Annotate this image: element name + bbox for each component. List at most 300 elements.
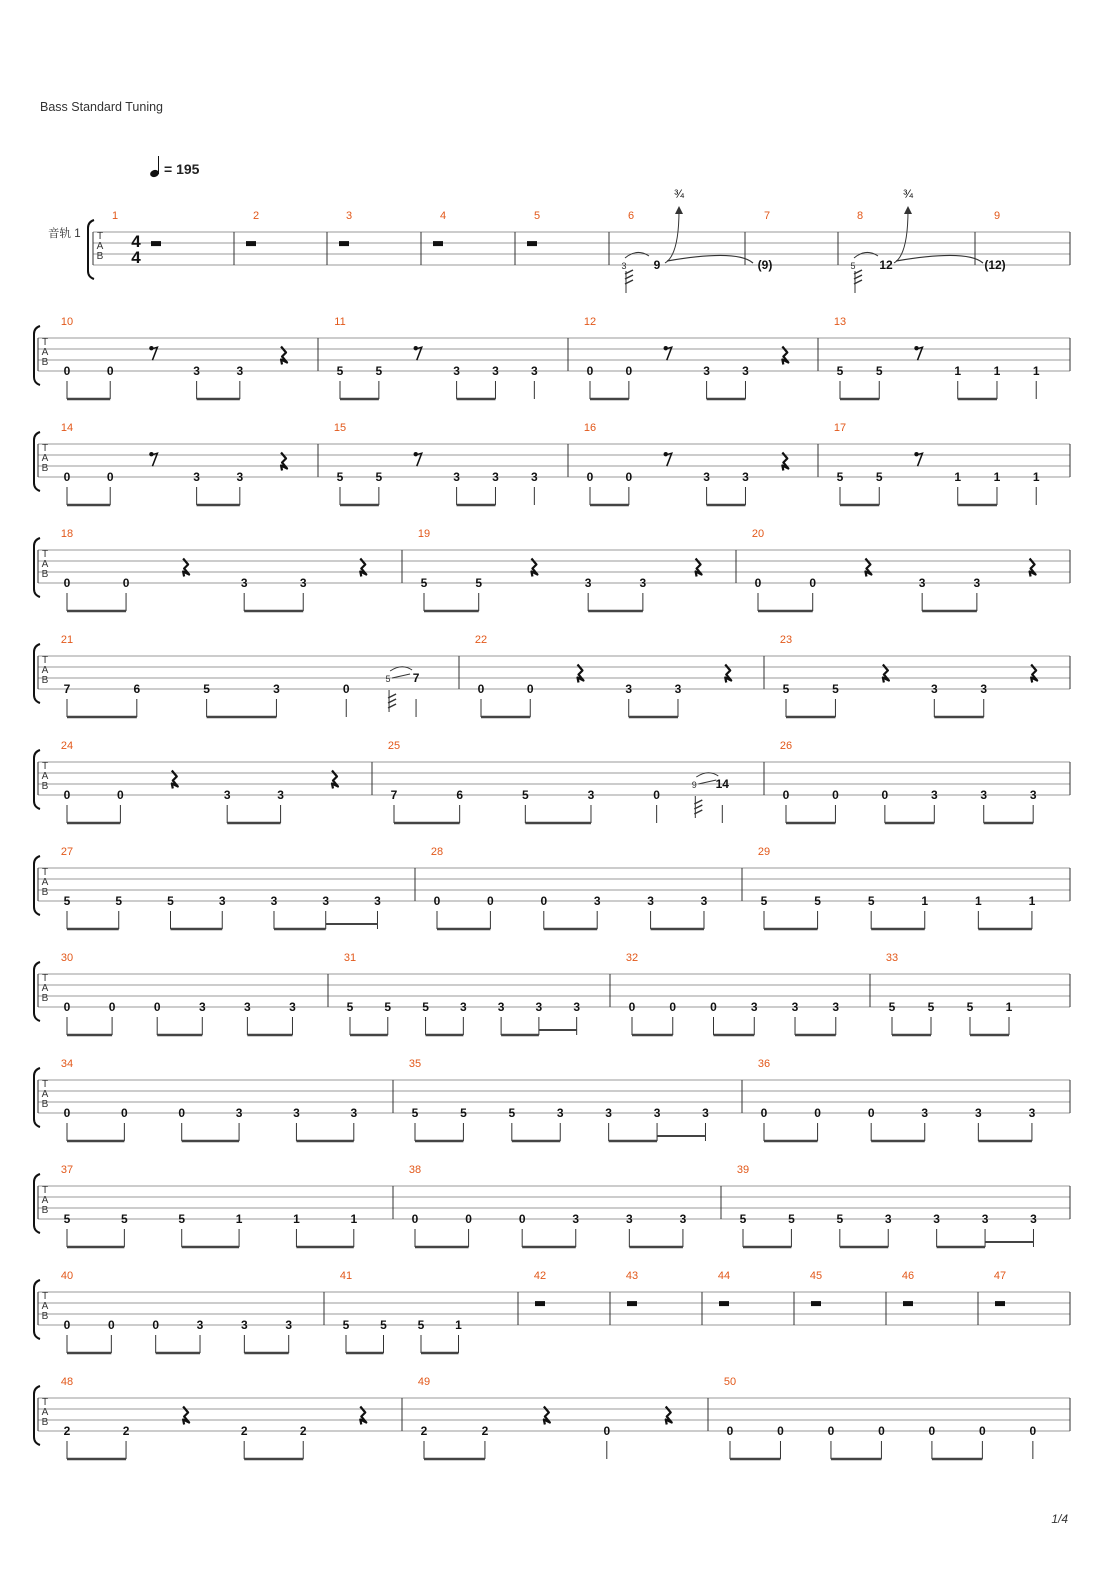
fret-number: 2 <box>122 1424 130 1438</box>
fret-number: 0 <box>878 1424 885 1438</box>
fret-number: 2 <box>420 1424 428 1438</box>
fret-number: 5 <box>888 1000 896 1014</box>
tab-clef-letter: A <box>41 771 49 782</box>
measure-number: 45 <box>809 1270 823 1282</box>
measure-number: 4 <box>439 210 447 222</box>
fret-number: 3 <box>625 682 633 696</box>
fret-number: 5 <box>475 576 483 590</box>
fret-number: 5 <box>521 788 529 802</box>
measure-number: 2 <box>252 210 260 222</box>
fret-number: 0 <box>121 1106 128 1120</box>
fret-number: 1 <box>235 1212 243 1226</box>
measure-number: 1 <box>111 210 119 222</box>
tab-clef-letter: A <box>41 983 49 994</box>
fret-number: 3 <box>974 1106 982 1120</box>
fret-number: 3 <box>1030 1212 1037 1226</box>
fret-number: 3 <box>374 894 381 908</box>
fret-number: 1 <box>293 1212 300 1226</box>
measure-number: 24 <box>60 740 74 752</box>
fret-number: 1 <box>993 364 1001 378</box>
fret-number: 3 <box>973 576 981 590</box>
fret-number: 5 <box>814 894 821 908</box>
fret-number: 3 <box>921 1106 929 1120</box>
fret-number: 0 <box>832 788 839 802</box>
fret-number: 1 <box>954 470 962 484</box>
fret-number: 3 <box>535 1000 543 1014</box>
fret-number: 3 <box>289 1000 296 1014</box>
tab-clef-letter: B <box>41 1417 49 1428</box>
tab-clef-letter: A <box>41 1301 49 1312</box>
fret-number: 0 <box>669 1000 677 1014</box>
system-bracket <box>34 962 40 1021</box>
measure-number: 34 <box>60 1058 74 1070</box>
fret-number: 5 <box>836 364 844 378</box>
fret-number: 0 <box>777 1424 784 1438</box>
track-name: 音轨 1 <box>48 228 81 240</box>
fret-number: 1 <box>921 894 929 908</box>
system-bracket <box>34 1386 40 1445</box>
measure-number: 9 <box>993 210 1001 222</box>
fret-number: 3 <box>198 1000 206 1014</box>
half-rest <box>151 241 161 246</box>
fret-number: 3 <box>236 470 244 484</box>
fret-number: 5 <box>121 1212 128 1226</box>
measure-number: 8 <box>856 210 864 222</box>
system-bracket <box>34 432 40 491</box>
fret-number: 3 <box>223 788 231 802</box>
measure-number: 18 <box>60 528 74 540</box>
fret-number: 0 <box>625 364 633 378</box>
fret-number: 3 <box>742 364 749 378</box>
tab-clef-letter: A <box>41 347 49 358</box>
half-rest <box>903 1301 913 1306</box>
tab-clef-letter: B <box>41 993 49 1004</box>
fret-number: 5 <box>739 1212 747 1226</box>
measure-number: 6 <box>627 210 635 222</box>
fret-number: 3 <box>244 1000 251 1014</box>
fret-number: 0 <box>710 1000 717 1014</box>
tab-clef-letter: A <box>41 1195 49 1206</box>
measure-number: 43 <box>625 1270 639 1282</box>
fret-number: 3 <box>236 364 244 378</box>
fret-number: 0 <box>411 1212 419 1226</box>
fret-number: 3 <box>193 470 200 484</box>
tab-clef-letter: T <box>41 973 49 984</box>
fret-number: 3 <box>653 1106 661 1120</box>
fret-number: 0 <box>63 1106 71 1120</box>
measure-number: 41 <box>339 1270 353 1282</box>
tab-clef-letter: T <box>41 761 49 772</box>
fret-number: 0 <box>867 1106 875 1120</box>
fret-number: 0 <box>1029 1424 1037 1438</box>
fret-number: 3 <box>703 364 710 378</box>
fret-number: 5 <box>782 682 790 696</box>
measure-number: 50 <box>723 1376 737 1388</box>
tab-clef-letter: T <box>41 1079 49 1090</box>
fret-number: 0 <box>433 894 441 908</box>
fret-number: 3 <box>459 1000 467 1014</box>
fret-number: 5 <box>760 894 768 908</box>
half-rest <box>535 1301 545 1306</box>
fret-number: 0 <box>153 1000 161 1014</box>
fret-number: 3 <box>930 682 938 696</box>
fret-number: 3 <box>453 470 460 484</box>
fret-number: 3 <box>270 894 278 908</box>
tab-clef-letter: B <box>41 1205 49 1216</box>
measure-number: 33 <box>885 952 899 964</box>
tempo-equals: = <box>164 161 173 177</box>
system-bracket <box>34 856 40 915</box>
measure-number: 14 <box>60 422 74 434</box>
measure-number: 12 <box>583 316 597 328</box>
tie <box>667 255 753 263</box>
fret-number: 0 <box>152 1318 160 1332</box>
fret-number: 2 <box>481 1424 489 1438</box>
fret-number: 5 <box>342 1318 350 1332</box>
fret-number: 5 <box>336 364 344 378</box>
fret-number: 5 <box>346 1000 354 1014</box>
fret-number: 0 <box>928 1424 936 1438</box>
half-rest <box>719 1301 729 1306</box>
fret-number: 2 <box>299 1424 307 1438</box>
fret-number: 0 <box>63 364 71 378</box>
measure-number: 40 <box>60 1270 74 1282</box>
half-rest <box>527 241 537 246</box>
tab-clef-letter: A <box>41 1089 49 1100</box>
tab-clef-letter: T <box>41 1185 49 1196</box>
tab-clef-letter: T <box>41 1397 49 1408</box>
slide-line <box>392 674 410 678</box>
fret-number: 5 <box>460 1106 467 1120</box>
fret-number: 1 <box>1005 1000 1013 1014</box>
fret-number: 3 <box>832 1000 840 1014</box>
fret-number: 0 <box>107 1318 115 1332</box>
fret-number: 0 <box>760 1106 768 1120</box>
tab-clef-letter: A <box>41 559 49 570</box>
measure-number: 17 <box>833 422 847 434</box>
measure-number: 42 <box>533 1270 547 1282</box>
system-bracket <box>34 1174 40 1233</box>
measure-number: 25 <box>387 740 401 752</box>
time-signature-top: 4 <box>131 232 141 251</box>
tempo-value: 195 <box>176 161 200 177</box>
measure-number: 27 <box>60 846 74 858</box>
fret-number: 0 <box>586 470 594 484</box>
bend-arrow-icon <box>904 206 912 214</box>
system-bracket <box>34 326 40 385</box>
fret-number: 0 <box>465 1212 472 1226</box>
fret-number: 5 <box>788 1212 795 1226</box>
fret-number: 1 <box>350 1212 358 1226</box>
bend-arrow-icon <box>675 206 683 214</box>
fret-number: 5 <box>422 1000 429 1014</box>
measure-number: 36 <box>757 1058 771 1070</box>
tab-clef-letter: A <box>41 1407 49 1418</box>
fret-number: 0 <box>809 576 817 590</box>
fret-number: 0 <box>117 788 124 802</box>
fret-number: 0 <box>586 364 594 378</box>
fret-number: 5 <box>63 1212 71 1226</box>
measure-number: 22 <box>474 634 488 646</box>
fret-number: 3 <box>530 470 538 484</box>
tab-clef-letter: T <box>41 337 49 348</box>
grace-note: 3 <box>621 261 627 271</box>
fret-number: 5 <box>380 1318 387 1332</box>
measure-number: 16 <box>583 422 597 434</box>
fret-number: 3 <box>530 364 538 378</box>
fret-number: 9 <box>653 258 661 272</box>
fret-number: 5 <box>867 894 875 908</box>
measure-number: 32 <box>625 952 639 964</box>
fret-number: 0 <box>477 682 485 696</box>
tab-clef-letter: B <box>41 463 49 474</box>
fret-number: 1 <box>455 1318 462 1332</box>
fret-number: 0 <box>814 1106 821 1120</box>
fret-number: 3 <box>702 1106 709 1120</box>
fret-number: 3 <box>700 894 708 908</box>
system-bracket <box>34 644 40 703</box>
grace-note: 5 <box>850 261 856 271</box>
fret-number: 3 <box>492 470 499 484</box>
tab-clef-letter: T <box>41 1291 49 1302</box>
fret-number: 0 <box>106 364 114 378</box>
fret-number: 0 <box>178 1106 186 1120</box>
fret-number: (9) <box>757 258 773 272</box>
grace-note: 5 <box>385 674 391 684</box>
fret-number: 3 <box>293 1106 300 1120</box>
fret-number: 3 <box>605 1106 612 1120</box>
fret-number: 3 <box>277 788 284 802</box>
fret-number: 0 <box>979 1424 986 1438</box>
fret-number: 0 <box>628 1000 636 1014</box>
fret-number: 3 <box>556 1106 564 1120</box>
page-number: 1/4 <box>1051 1512 1068 1526</box>
fret-number: 5 <box>417 1318 425 1332</box>
measure-number: 5 <box>533 210 541 222</box>
fret-number: 3 <box>884 1212 892 1226</box>
bend-line <box>894 210 908 263</box>
fret-number: 0 <box>106 470 114 484</box>
measure-number: 13 <box>833 316 847 328</box>
measure-number: 21 <box>60 634 74 646</box>
fret-number: 1 <box>1032 470 1040 484</box>
fret-number: 3 <box>742 470 749 484</box>
fret-number: 0 <box>827 1424 835 1438</box>
measure-number: 44 <box>717 1270 731 1282</box>
tab-clef-letter: T <box>41 443 49 454</box>
fret-number: 3 <box>196 1318 204 1332</box>
grace-note: 9 <box>691 780 697 790</box>
fret-number: 3 <box>679 1212 687 1226</box>
fret-number: 6 <box>133 682 141 696</box>
fret-number: 7 <box>412 671 420 685</box>
system-bracket <box>34 538 40 597</box>
fret-number: 2 <box>240 1424 248 1438</box>
fret-number: 3 <box>750 1000 758 1014</box>
fret-number: 3 <box>981 1212 989 1226</box>
fret-number: 5 <box>336 470 344 484</box>
fret-number: 14 <box>715 777 729 791</box>
tab-clef-letter: B <box>41 781 49 792</box>
fret-number: 5 <box>203 682 210 696</box>
measure-number: 28 <box>430 846 444 858</box>
fret-number: 0 <box>540 894 548 908</box>
fret-number: 0 <box>754 576 762 590</box>
fret-number: 3 <box>322 894 330 908</box>
bend-amount: ¾ <box>902 187 914 201</box>
fret-number: 5 <box>927 1000 935 1014</box>
fret-number: 0 <box>63 1318 71 1332</box>
measure-number: 48 <box>60 1376 74 1388</box>
measure-number: 46 <box>901 1270 915 1282</box>
fret-number: 0 <box>881 788 889 802</box>
fret-number: 3 <box>350 1106 358 1120</box>
fret-number: 3 <box>218 894 226 908</box>
fret-number: 5 <box>63 894 71 908</box>
bend-line <box>665 210 679 263</box>
fret-number: 5 <box>836 1212 844 1226</box>
measure-number: 7 <box>763 210 771 222</box>
fret-number: 0 <box>63 1000 71 1014</box>
fret-number: 3 <box>980 788 988 802</box>
fret-number: 3 <box>193 364 200 378</box>
fret-number: (12) <box>984 258 1006 272</box>
fret-number: 0 <box>108 1000 116 1014</box>
fret-number: 0 <box>63 470 71 484</box>
tab-clef-letter: A <box>41 665 49 676</box>
fret-number: 0 <box>122 576 130 590</box>
half-rest <box>811 1301 821 1306</box>
tuning-label: Bass Standard Tuning <box>40 100 163 114</box>
fret-number: 1 <box>954 364 962 378</box>
fret-number: 3 <box>625 1212 633 1226</box>
fret-number: 3 <box>453 364 460 378</box>
fret-number: 1 <box>1032 364 1040 378</box>
tab-clef-letter: B <box>41 569 49 580</box>
fret-number: 5 <box>167 894 174 908</box>
fret-number: 3 <box>791 1000 799 1014</box>
tab-clef-letter: B <box>41 1311 49 1322</box>
measure-number: 31 <box>343 952 357 964</box>
fret-number: 0 <box>726 1424 734 1438</box>
fret-number: 12 <box>879 258 893 272</box>
fret-number: 0 <box>63 576 71 590</box>
slur <box>625 252 649 258</box>
fret-number: 5 <box>836 470 844 484</box>
tie <box>896 255 983 263</box>
fret-number: 3 <box>241 1318 248 1332</box>
fret-number: 5 <box>115 894 123 908</box>
system-bracket <box>34 750 40 809</box>
fret-number: 0 <box>63 788 71 802</box>
fret-number: 5 <box>178 1212 186 1226</box>
fret-number: 3 <box>299 576 307 590</box>
bend-amount: ¾ <box>673 187 685 201</box>
fret-number: 3 <box>933 1212 940 1226</box>
measure-number: 35 <box>408 1058 422 1070</box>
fret-number: 3 <box>285 1318 293 1332</box>
measure-number: 20 <box>751 528 765 540</box>
measure-number: 49 <box>417 1376 431 1388</box>
fret-number: 0 <box>487 894 494 908</box>
half-rest <box>627 1301 637 1306</box>
measure-number: 23 <box>779 634 793 646</box>
tab-clef-letter: A <box>41 877 49 888</box>
half-rest <box>246 241 256 246</box>
fret-number: 5 <box>875 364 883 378</box>
tab-clef-letter: A <box>96 241 104 252</box>
tab-clef-letter: B <box>96 251 104 262</box>
measure-number: 29 <box>757 846 771 858</box>
fret-number: 3 <box>572 1212 580 1226</box>
fret-number: 3 <box>593 894 601 908</box>
fret-number: 5 <box>966 1000 974 1014</box>
tab-clef-letter: T <box>96 231 104 242</box>
fret-number: 3 <box>273 682 280 696</box>
fret-number: 0 <box>603 1424 611 1438</box>
fret-number: 5 <box>875 470 883 484</box>
fret-number: 0 <box>342 682 350 696</box>
half-rest <box>339 241 349 246</box>
measure-number: 38 <box>408 1164 422 1176</box>
measure-number: 10 <box>60 316 74 328</box>
fret-number: 5 <box>420 576 428 590</box>
fret-number: 1 <box>974 894 982 908</box>
fret-number: 3 <box>918 576 926 590</box>
fret-number: 0 <box>782 788 790 802</box>
fret-number: 0 <box>625 470 633 484</box>
fret-number: 5 <box>375 364 383 378</box>
half-rest <box>433 241 443 246</box>
measure-number: 26 <box>779 740 793 752</box>
measure-number: 3 <box>345 210 353 222</box>
fret-number: 3 <box>573 1000 581 1014</box>
system-bracket <box>34 1068 40 1127</box>
fret-number: 1 <box>1028 894 1036 908</box>
fret-number: 7 <box>390 788 398 802</box>
tab-clef-letter: B <box>41 357 49 368</box>
fret-number: 5 <box>411 1106 419 1120</box>
measure-number: 37 <box>60 1164 74 1176</box>
measure-number: 47 <box>993 1270 1007 1282</box>
fret-number: 3 <box>980 682 988 696</box>
tab-clef-letter: B <box>41 1099 49 1110</box>
tab-clef-letter: T <box>41 655 49 666</box>
measure-number: 39 <box>736 1164 750 1176</box>
fret-number: 5 <box>832 682 839 696</box>
fret-number: 1 <box>993 470 1001 484</box>
fret-number: 0 <box>653 788 660 802</box>
tab-clef-letter: T <box>41 867 49 878</box>
fret-number: 3 <box>674 682 682 696</box>
fret-number: 3 <box>584 576 592 590</box>
fret-number: 3 <box>492 364 499 378</box>
fret-number: 3 <box>235 1106 243 1120</box>
tab-clef-letter: B <box>41 675 49 686</box>
fret-number: 3 <box>1029 788 1037 802</box>
fret-number: 3 <box>647 894 654 908</box>
slur <box>854 252 878 258</box>
fret-number: 5 <box>384 1000 392 1014</box>
tab-clef-letter: A <box>41 453 49 464</box>
fret-number: 6 <box>456 788 464 802</box>
measure-number: 19 <box>417 528 431 540</box>
fret-number: 5 <box>375 470 383 484</box>
tab-clef-letter: T <box>41 549 49 560</box>
fret-number: 0 <box>526 682 534 696</box>
half-rest <box>995 1301 1005 1306</box>
fret-number: 3 <box>587 788 595 802</box>
